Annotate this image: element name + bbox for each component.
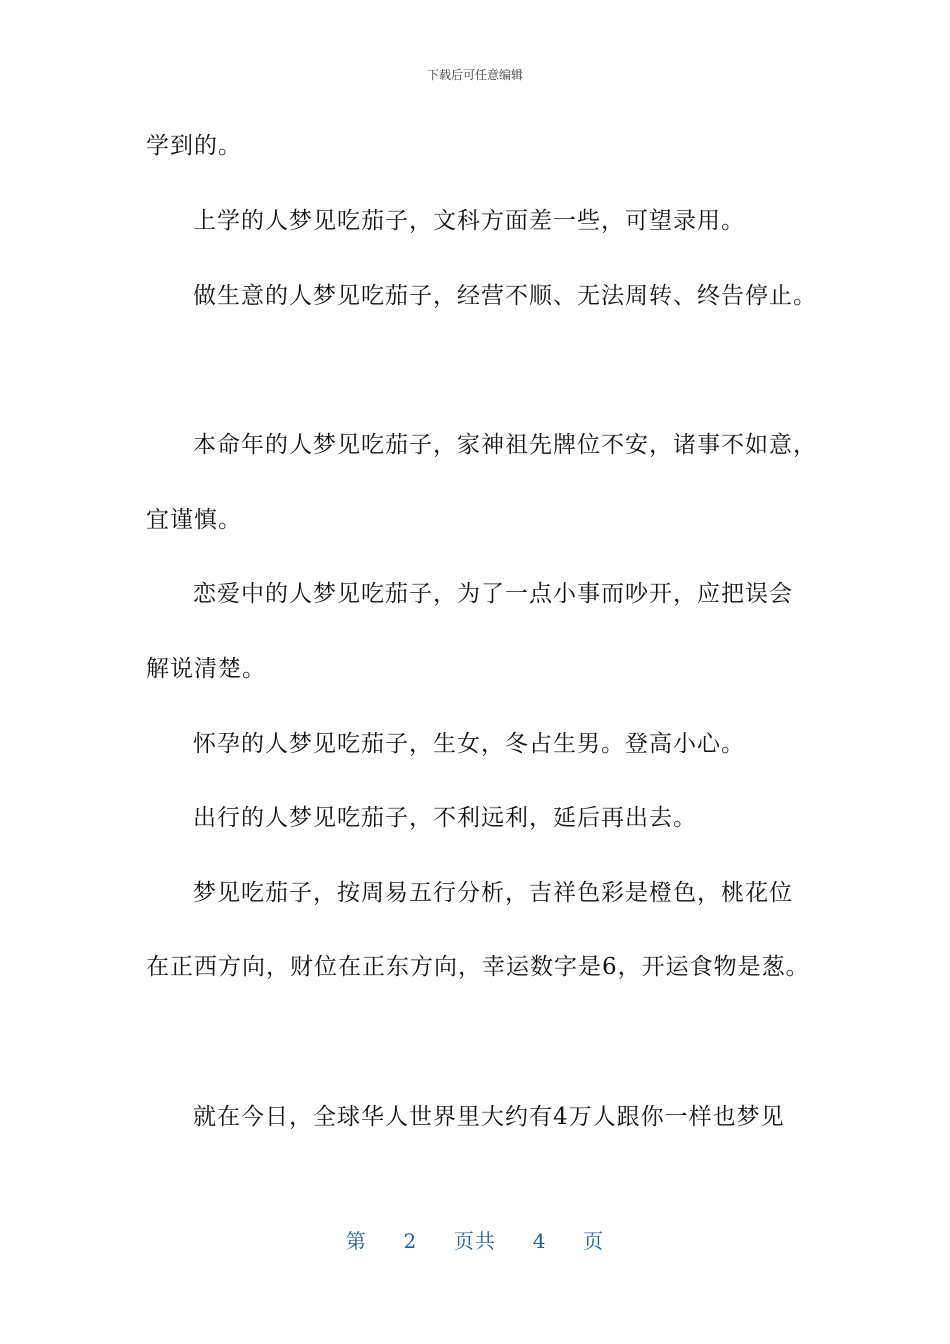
text-line: 恋爱中的人梦见吃茄子，为了一点小事而吵开，应把误会	[193, 581, 793, 607]
footer-middle: 页共	[454, 1229, 496, 1253]
text-line: 学到的。	[146, 133, 242, 159]
text-line: 就在今日，全球华人世界里大约有4万人跟你一样也梦见	[193, 1104, 785, 1130]
text-line: 出行的人梦见吃茄子，不利远利，延后再出去。	[193, 805, 697, 831]
page-header-note: 下载后可任意编辑	[426, 68, 523, 82]
current-page-number: 2	[403, 1229, 418, 1253]
text-line: 在正西方向，财位在正东方向，幸运数字是6，开运食物是葱。	[146, 954, 810, 980]
text-line: 梦见吃茄子，按周易五行分析，吉祥色彩是橙色，桃花位	[193, 880, 793, 906]
text-line: 本命年的人梦见吃茄子，家神祖先牌位不安，诸事不如意，	[193, 432, 817, 458]
text-line: 上学的人梦见吃茄子，文科方面差一些，可望录用。	[193, 208, 745, 234]
footer-prefix: 第	[345, 1229, 367, 1253]
text-line: 解说清楚。	[146, 656, 266, 682]
footer-suffix: 页	[583, 1229, 605, 1253]
text-line: 做生意的人梦见吃茄子，经营不顺、无法周转、终告停止。	[193, 283, 817, 309]
total-pages-number: 4	[532, 1229, 547, 1253]
page-number-footer	[0, 1225, 950, 1254]
text-line: 怀孕的人梦见吃茄子，生女，冬占生男。登高小心。	[193, 731, 745, 757]
text-line: 宜谨慎。	[146, 507, 242, 533]
